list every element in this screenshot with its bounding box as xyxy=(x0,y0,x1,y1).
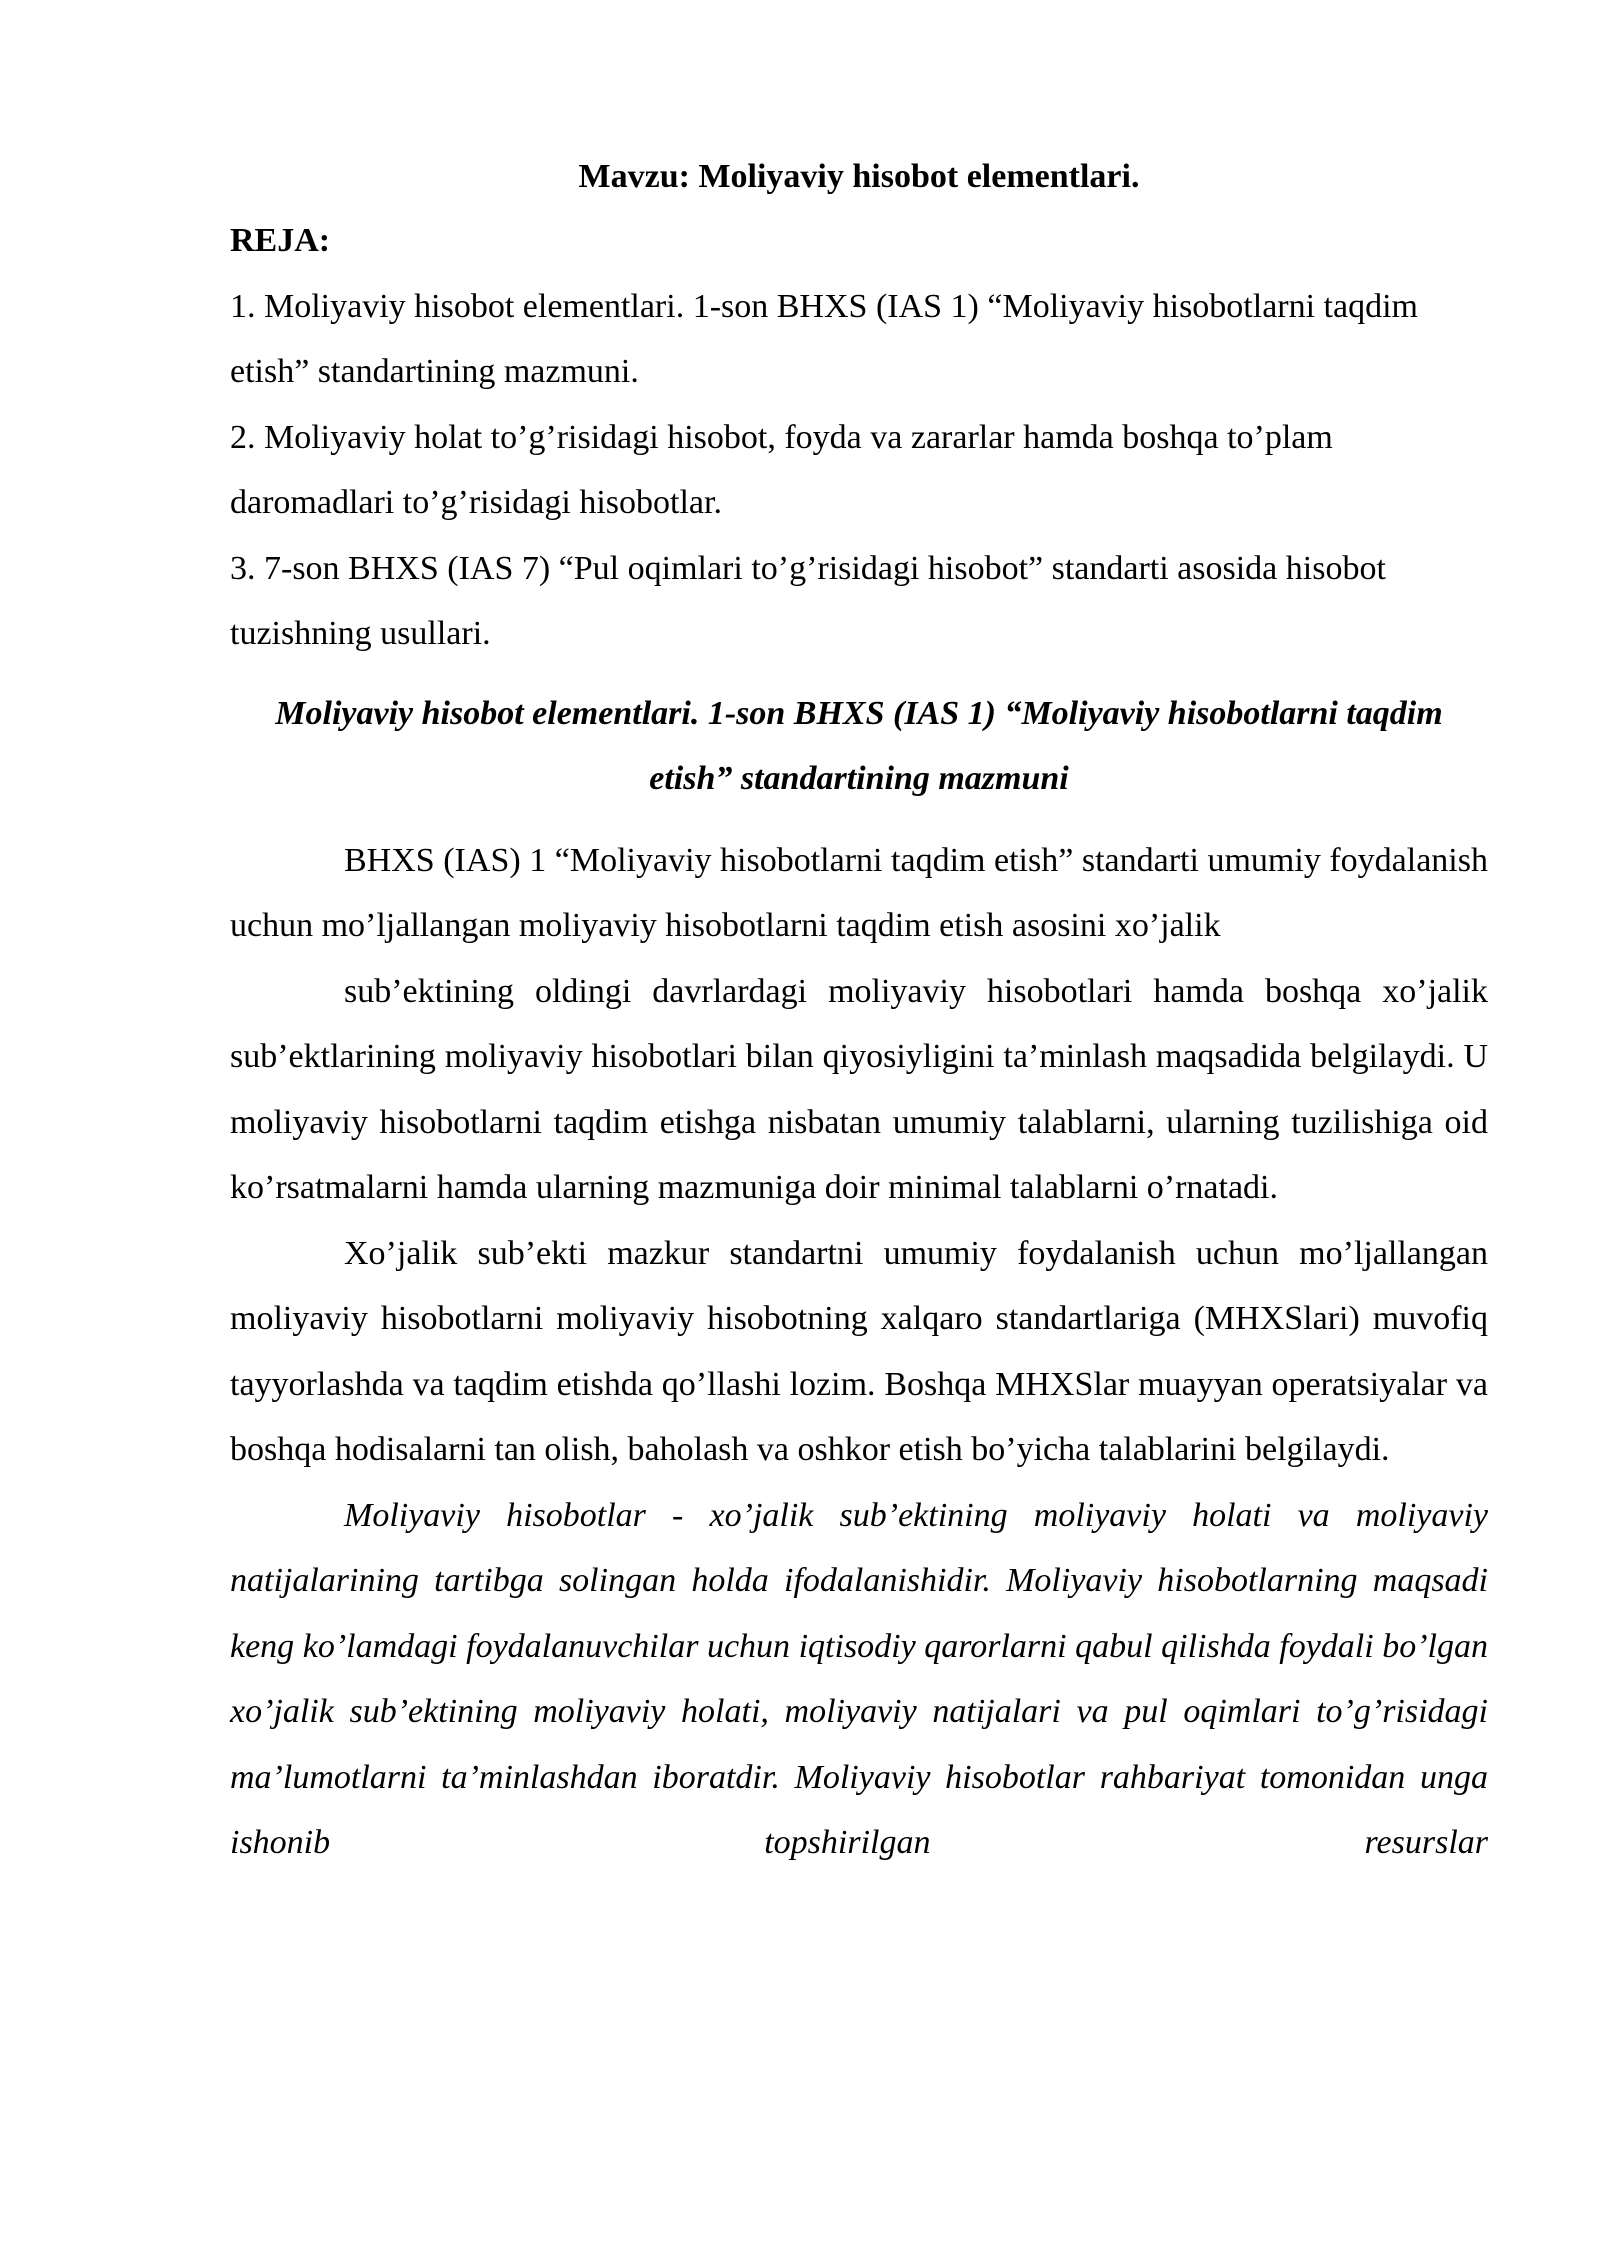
body-paragraph-2: sub’ektining oldingi davrlardagi moliyaviy hisobotlari hamda boshqa xo’jalik sub’ektlarining moliyaviy hisobotlari bilan qiyosiyligini ta’minlash maqsadida belgilaydi. U moliyaviy hisobotlarni taqdim etishga nisbatan umumiy talablarni, ularning tuzilishiga oid ko’rsatmalarni hamda ularning mazmuniga doir minimal talablarni o’rnatadi. xyxy=(230,972,1488,1206)
section-heading: Moliyaviy hisobot elementlari. 1-son BHXS (IAS 1) “Moliyaviy hisobotlarni taqdim etish” standartining mazmuni xyxy=(275,694,1443,797)
document-title: Mavzu: Moliyaviy hisobot elementlari. xyxy=(578,158,1140,195)
body-paragraph-3: Xo’jalik sub’ekti mazkur standartni umumiy foydalanish uchun mo’ljallangan moliyaviy hisobotlarni moliyaviy hisobotning xalqaro standartlariga (MHXSlari) muvofiq tayyorlashda va taqdim etishda qo’llashi lozim. Boshqa MHXSlar muayyan operatsiyalar va boshqa hodisalarni tan olish, baholash va oshkor etish bo’yicha talablarini belgilaydi. xyxy=(230,1234,1488,1468)
plan-item-2: 2. Moliyaviy holat to’g’risidagi hisobot, foyda va zararlar hamda boshqa to’plam daromadlari to’g’risidagi hisobotlar. xyxy=(230,418,1333,521)
body-paragraph-4: Moliyaviy hisobotlar - xo’jalik sub’ektining moliyaviy holati va moliyaviy natijalarining tartibga solingan holda ifodalanishidir. Moliyaviy hisobotlarning maqsadi keng ko’lamdagi foydalanuvchilar uchun iqtisodiy qarorlarni qabul qilishda foydali bo’lgan xo’jalik sub’ektining moliyaviy holati, moliyaviy natijalari va pul oqimlari to’g’risidagi ma’lumotlarni ta’minlashdan iboratdir. Moliyaviy hisobotlar rahbariyat tomonidan unga ishonib topshirilgan resurslar xyxy=(230,1496,1488,1861)
document-page xyxy=(230,150,1488,1876)
plan-label: REJA: xyxy=(230,222,331,259)
plan-item-3: 3. 7-son BHXS (IAS 7) “Pul oqimlari to’g’risidagi hisobot” standarti asosida hisobot tuzishning usullari. xyxy=(230,549,1386,652)
plan-item-1: 1. Moliyaviy hisobot elementlari. 1-son BHXS (IAS 1) “Moliyaviy hisobotlarni taqdim etish” standartining mazmuni. xyxy=(230,287,1418,390)
body-paragraph-1: BHXS (IAS) 1 “Moliyaviy hisobotlarni taqdim etish” standarti umumiy foydalanish uchun mo’ljallangan moliyaviy hisobotlarni taqdim etish asosini xo’jalik xyxy=(230,841,1488,944)
